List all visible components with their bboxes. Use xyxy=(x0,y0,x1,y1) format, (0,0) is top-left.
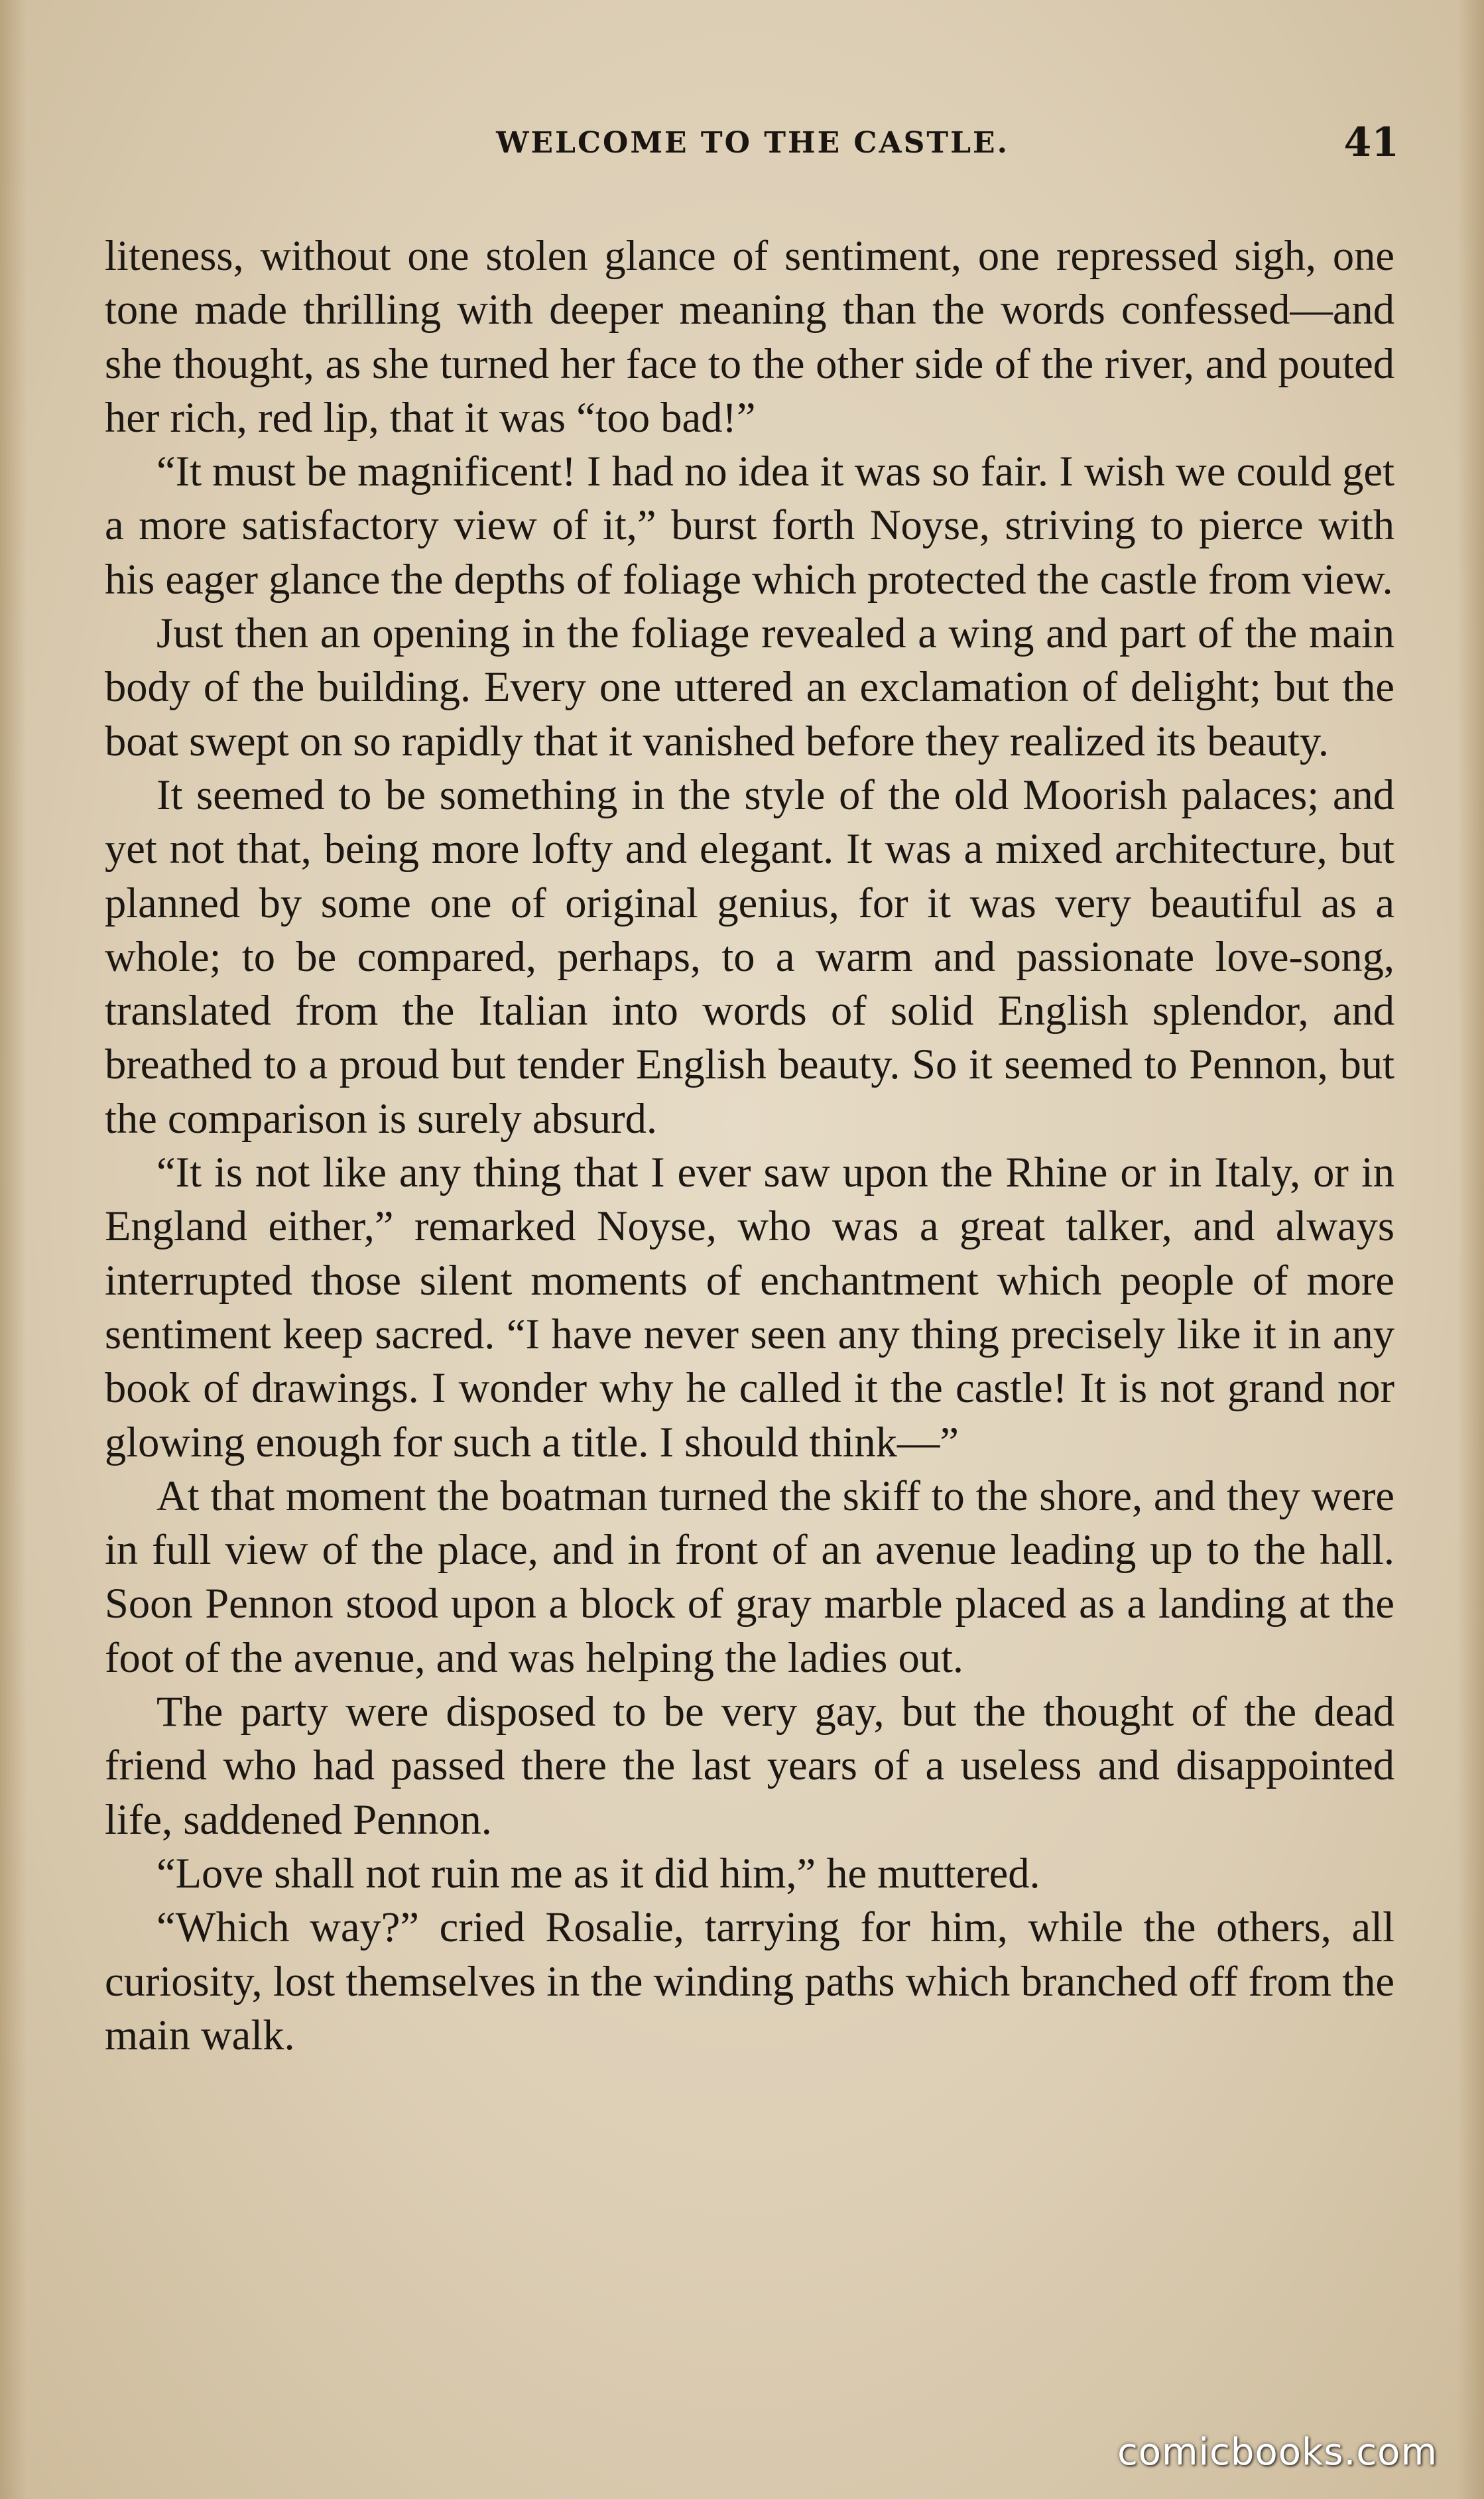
paragraph: “Which way?” cried Rosalie, tarrying for him, while the others, all curiosity, lost themselves in the winding paths which branched off from the main walk. xyxy=(105,1903,1394,2059)
paragraph: “It is not like any thing that I ever saw upon the Rhine or in Italy, or in England either,” remarked Noyse, who was a great talker, and always interrupted those silent moments of enchantment which people of more sentiment keep sacred. “I have never seen any thing precisely like it in any book of drawings. I wonder why he called it the castle! It is not grand nor glowing enough for such a title. I should think—” xyxy=(105,1149,1394,1466)
paragraph: It seemed to be something in the style of the old Moorish palaces; and yet not that, being more lofty and elegant. It was a mixed architecture, but planned by some one of original genius, for it was very beautiful as a whole; to be compared, perhaps, to a warm and passionate love-song, translated from the Italian into words of solid English splendor, and breathed to a proud but tender English beauty. So it seemed to Pennon, but the comparison is surely absurd. xyxy=(105,771,1394,1142)
paragraph: “It must be magnificent! I had no idea it was so fair. I wish we could get a more satisfactory view of it,” burst forth Noyse, striving to pierce with his eager glance the depths of foliage which protected the castle from view. xyxy=(105,448,1394,603)
paragraph-continued: liteness, without one stolen glance of sentiment, one repressed sigh, one tone made thrilling with deeper meaning than the words confessed—and she thought, as she turned her face to the other side of the river, and pouted her rich, red lip, that it was “too bad!” xyxy=(105,232,1394,441)
page-edge-shadow-right xyxy=(1457,0,1484,2499)
paragraph: Just then an opening in the foliage revealed a wing and part of the main body of the building. Every one uttered an exclamation of delight; but the boat swept on so rapidly that it vanished before they realized its beauty. xyxy=(105,609,1394,765)
page-header xyxy=(106,119,1399,172)
paragraph: “Love shall not ruin me as it did him,” he muttered. xyxy=(156,1849,1040,1897)
page-edge-shadow-left xyxy=(0,0,27,2499)
running-title: WELCOME TO THE CASTLE. xyxy=(496,126,1009,160)
paragraph: The party were disposed to be very gay, but the thought of the dead friend who had passed there the last years of a useless and disappointed life, saddened Pennon. xyxy=(105,1688,1394,1843)
page-number: 41 xyxy=(1343,119,1399,166)
paragraph: At that moment the boatman turned the skiff to the shore, and they were in full view of the place, and in front of an avenue leading up to the hall. Soon Pennon stood upon a block of gray marble placed as a landing at the foot of the avenue, and was helping the ladies out. xyxy=(105,1472,1394,1681)
site-watermark: comicbooks.com xyxy=(1117,2431,1438,2474)
body-text xyxy=(105,229,1394,2062)
